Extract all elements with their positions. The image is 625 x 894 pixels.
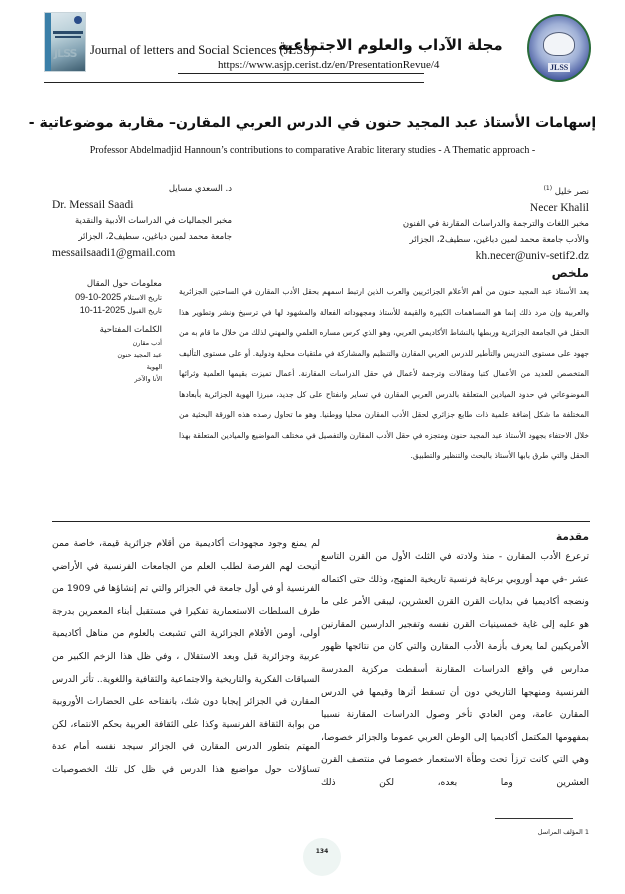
author-1-name-ar: نصر خليل $^{(1)}$ xyxy=(543,185,589,197)
author-2-name-ar: د. السعدي مسايل xyxy=(168,184,232,194)
intro-text-left: لم يمنع وجود مجهودات أكاديمية من أقلام جزائرية قيمة، خاصة ممن أتيحت لهم الفرصة لطلب العلم من الجامعات الفرنسية في الأراضي الفرنسية أو في أول جامعة في الجزائر والتي تم إنشاؤها في 1909 من طرف السلطات الاستعمارية تفكيرا في مستقبل أبناء المعمرين بدرجة أولى، أومن الأقلام الجزائرية التي تشبعت بالعلوم من مناهل أكاديمية عربية وجزائرية قبل وبعد الاستقلال ، وفي ظل هذا الزخم الكبير من السياقات الفكرية والتاريخية والاجتماعية والثقافية واللغوية.. تأثر الدرس المقارن في الجزائر إيجابا دون شك، بانفتاحه على الحضارات الأوروبية من بوابة الثقافة الفرنسية وكذا على الثقافة العربية بحكم الانتماء، لكن المهتم بتطور الدرس المقارن في الجزائر سيجد نفسه أمام عدة تساؤلات حول مواضيع هذا الدرس في ظل كل تلك الخصوصيات xyxy=(52,538,320,775)
page-number: 134 xyxy=(303,838,341,876)
intro-heading: مقدمة xyxy=(556,531,589,543)
author-1-footnote-mark[interactable]: (1) xyxy=(543,185,553,192)
cover-jlss-text: JLSS xyxy=(54,47,77,60)
accepted-label: تاريخ القبول xyxy=(127,307,162,315)
author-block-1 xyxy=(329,181,589,264)
header-divider xyxy=(44,82,424,83)
author-1-affiliation-2: والأدب جامعة محمد لمين دباغين، سطيف2، الجزائر xyxy=(409,234,589,245)
journal-name-en: Journal of letters and Social Sciences (JLSS) xyxy=(90,43,315,57)
journal-header xyxy=(0,0,625,92)
article-title-en: Professor Abdelmadjid Hannoun’s contributions to comparative Arabic literary studies - A Thematic approach - xyxy=(89,145,536,156)
abstract-section xyxy=(179,264,589,467)
author-1-email[interactable]: kh.necer@univ-setif2.dz xyxy=(475,249,589,262)
received-date-row xyxy=(52,291,162,304)
author-2-email[interactable]: messailsaadi1@gmail.com xyxy=(52,247,176,259)
accepted-date-row xyxy=(52,304,162,317)
cover-subtitle-bar xyxy=(55,36,81,38)
accepted-date: 2025-11-10 xyxy=(79,305,126,315)
article-title-ar: إسهامات الأستاذ عبد المجيد حنون في الدرس العربي المقارن– مقاربة موضوعاتية - xyxy=(28,115,597,131)
received-label: تاريخ الاستلام xyxy=(123,294,162,302)
url-underline-divider xyxy=(178,73,424,74)
author-2-name-en: Dr. Messail Saadi xyxy=(52,199,134,211)
footnote xyxy=(538,828,589,836)
journal-name-ar: مجلة الآداب والعلوم الاجتماعية xyxy=(278,36,503,54)
cover-stripe xyxy=(45,13,51,71)
journal-logo-icon xyxy=(527,14,591,82)
received-date: 2025-10-09 xyxy=(75,292,122,302)
footnote-text: المؤلف المراسل xyxy=(537,828,583,836)
keyword-item: عبد المجيد حنون xyxy=(117,351,162,359)
logo-jlss-text: JLSS xyxy=(550,63,569,72)
author-2-affiliation-2: جامعة محمد لمين دباغين، سطيف2، الجزائر xyxy=(78,232,232,242)
journal-cover-image xyxy=(44,12,86,72)
abstract-heading: ملخص xyxy=(551,266,589,280)
cover-badge-icon xyxy=(74,16,82,24)
footnote-number: 1 xyxy=(584,828,589,836)
keywords-heading: الكلمات المفتاحية xyxy=(99,325,162,335)
author-1-name-en: Necer Khalil xyxy=(529,201,589,214)
author-1-affiliation-1: مخبر اللغات والترجمة والدراسات المقارنة في الفنون xyxy=(402,218,589,229)
keyword-item: أدب مقارن xyxy=(132,339,162,347)
intro-column-right xyxy=(321,528,589,795)
journal-url-link[interactable]: https://www.asjp.cerist.dz/en/PresentationRevue/4 xyxy=(218,59,440,71)
author-2-affiliation-1: مخبر الجماليات في الدراسات الأدبية والنقدية xyxy=(74,216,232,226)
cover-title-bar xyxy=(53,31,83,34)
article-info-panel xyxy=(52,277,162,385)
abstract-text: يعد الأستاذ عبد المجيد حنون من أهم الأعلام الجزائريين والعرب الذين ارتبط اسمهم بحقل الأدب المقارن في الساحتين الجزائرية والعربية وإن مرد ذلك إنما هو المساهمات الكبيرة والقيمة للأستاذ ومجهوداته الفعالة والمشهود لها في ترسيخ ونشر وتطوير هذا الحقل في الجامعة الجزائرية وربطها بالنشاط الأكاديمي العربي، وهو الذي كرس مساره العلمي والمهني لذلك من خلال ما قام به من جهود على مستوى التدريس والتأطير للدرس العربي المقارن والتنظيم والمشاركة في ملتقيات محلية ودولية. أو على مستوى التأليف المتخصص للعديد من الأعمال كتبا ومقالات وترجمة لأعمال في حقل الدراسات المقارنة. أعمال تميزت بقيمها العلمية وثرائها الموضوعاتي في حدود الميادين المتعلقة بالدرس العربي المقارن في تساير وانفتاح على كل جديد، مبرزا الهوية الجزائرية بأبعادها المختلفة ما شكل إضافة علمية ذات طابع جزائري لحقل الأدب المقارن محليا ووطنيا. وهو ما تحاول رصده هذه الورقة البحثية من خلال الاحتفاء بجهود الأستاذ عبد المجيد حنون ومتجزه في حقل الأدب المقارن والتفصيل في مختلف المواضيع والميادين المتعلقة بهذا الحقل والتي طرق بابها الأستاذ بالبحث والتنظير والتطبيق. xyxy=(179,287,589,460)
logo-book-icon xyxy=(543,32,575,56)
section-divider xyxy=(52,521,590,522)
article-info-heading: معلومات حول المقال xyxy=(86,279,162,289)
footnote-divider xyxy=(495,818,573,819)
keyword-item: الهوية xyxy=(146,363,162,371)
keyword-item: الأنا والآخر xyxy=(134,375,162,383)
author-block-2 xyxy=(52,181,232,261)
intro-text-right: ترعرع الأدب المقارن - منذ ولادته في الثلث الأول من القرن التاسع عشر -في مهد أوروبي برعاية فرنسية تاريخية المنهج، وذلك حتى اكتماله ونضجه أكاديميا في بدايات القرن القرن العشرين، ليبقى الأمر على ما هو عليه إلى غاية خمسينيات القرن نفسه وتفجير الدارسين المقارنين الأمريكيين لما يعرف بأزمة الأدب المقارن والتي كان من نتائجها ظهور مدارس في واقع الدراسات المقارنة أسقطت مركزية المدرسة الفرنسية ومنهجها التاريخي دون أن تسقط أثرها وقيمها في الدرس المقارن عامة، ومن العادي تأخر وصول الدراسات المقارنة نسبيا بمفهومها المكتمل أكاديميا إلى الوطن العربي عموما والجزائر خصوصا، وهي التي كانت ترزأ تحت وطأة الاستعمار خصوصا في منتصف القرن العشرين وما بعده، لكن ذلك xyxy=(321,551,589,788)
intro-column-left xyxy=(52,533,320,782)
